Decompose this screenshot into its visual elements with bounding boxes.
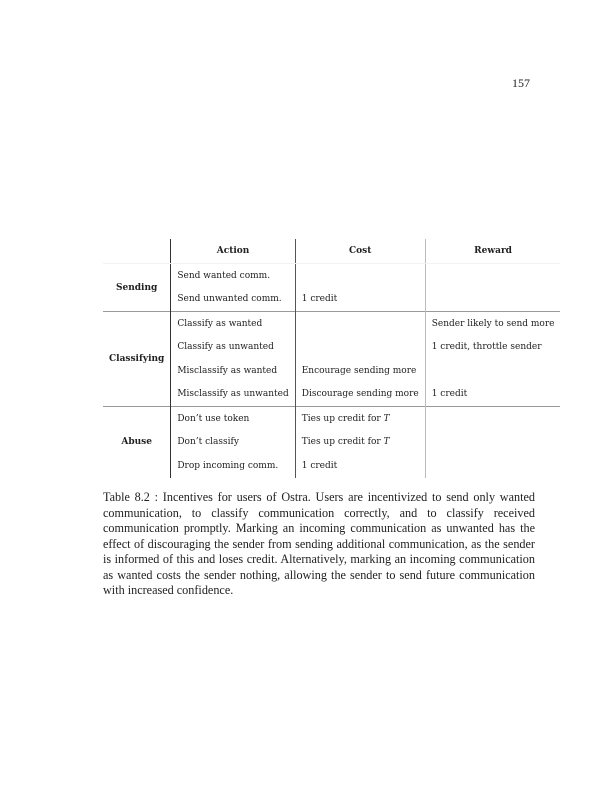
cost-cell bbox=[295, 336, 425, 360]
action-cell: Misclassify as wanted bbox=[171, 359, 295, 383]
header-action: Action bbox=[171, 239, 295, 264]
table-row bbox=[103, 454, 560, 478]
header-cost: Cost bbox=[295, 239, 425, 264]
reward-cell bbox=[425, 359, 560, 383]
table-header-row bbox=[103, 239, 560, 264]
group-label: Abuse bbox=[103, 407, 171, 478]
reward-cell bbox=[425, 431, 560, 455]
cost-cell: Ties up credit for T bbox=[295, 407, 425, 431]
header-reward: Reward bbox=[425, 239, 560, 264]
variable-t: T bbox=[383, 437, 390, 448]
group-label: Classifying bbox=[103, 312, 171, 407]
cost-cell bbox=[295, 312, 425, 336]
cost-cell: Discourage sending more bbox=[295, 383, 425, 407]
reward-cell bbox=[425, 264, 560, 288]
reward-cell bbox=[425, 407, 560, 431]
table-caption: Table 8.2 : Incentives for users of Ostra. Users are incentivized to send only wanted communication, to classify communication correctly, and to classify received communication promptly. Marking an incoming communication as unwanted has the effect of discouraging the sender from sending additional communication, as the sender is informed of this and loses credit. Alternatively, marking an incoming communication as wanted costs the sender nothing, allowing the sender to send future communication with increased confidence. bbox=[103, 490, 535, 597]
group-label: Sending bbox=[103, 264, 171, 312]
action-cell: Classify as unwanted bbox=[171, 336, 295, 360]
cost-cell bbox=[295, 264, 425, 288]
cost-cell: Encourage sending more bbox=[295, 359, 425, 383]
table-row bbox=[103, 407, 560, 431]
table-row bbox=[103, 431, 560, 455]
table-row bbox=[103, 288, 560, 312]
action-cell: Send wanted comm. bbox=[171, 264, 295, 288]
variable-t: T bbox=[383, 413, 390, 424]
action-cell: Send unwanted comm. bbox=[171, 288, 295, 312]
reward-cell: 1 credit bbox=[431, 389, 468, 400]
action-cell: Misclassify as unwanted bbox=[171, 383, 295, 407]
reward-cell: 1 credit, throttle sender bbox=[431, 342, 542, 353]
cost-cell: 1 credit bbox=[295, 454, 425, 478]
cost-cell: Ties up credit for T bbox=[295, 431, 425, 455]
page-number: 157 bbox=[512, 76, 530, 90]
table-row bbox=[103, 336, 560, 360]
action-cell: Don’t classify bbox=[171, 431, 295, 455]
table-row bbox=[103, 312, 560, 336]
action-cell: Drop incoming comm. bbox=[171, 454, 295, 478]
header-group bbox=[103, 239, 171, 264]
reward-cell: Sender likely to send more bbox=[425, 312, 560, 336]
cost-cell: 1 credit bbox=[295, 288, 425, 312]
reward-cell bbox=[425, 454, 560, 478]
action-cell: Don’t use token bbox=[171, 407, 295, 431]
incentives-table bbox=[103, 239, 560, 478]
table-row bbox=[103, 359, 560, 383]
action-cell: Classify as wanted bbox=[171, 312, 295, 336]
reward-cell bbox=[425, 288, 560, 312]
table-row bbox=[103, 264, 560, 288]
table-row bbox=[103, 383, 560, 407]
